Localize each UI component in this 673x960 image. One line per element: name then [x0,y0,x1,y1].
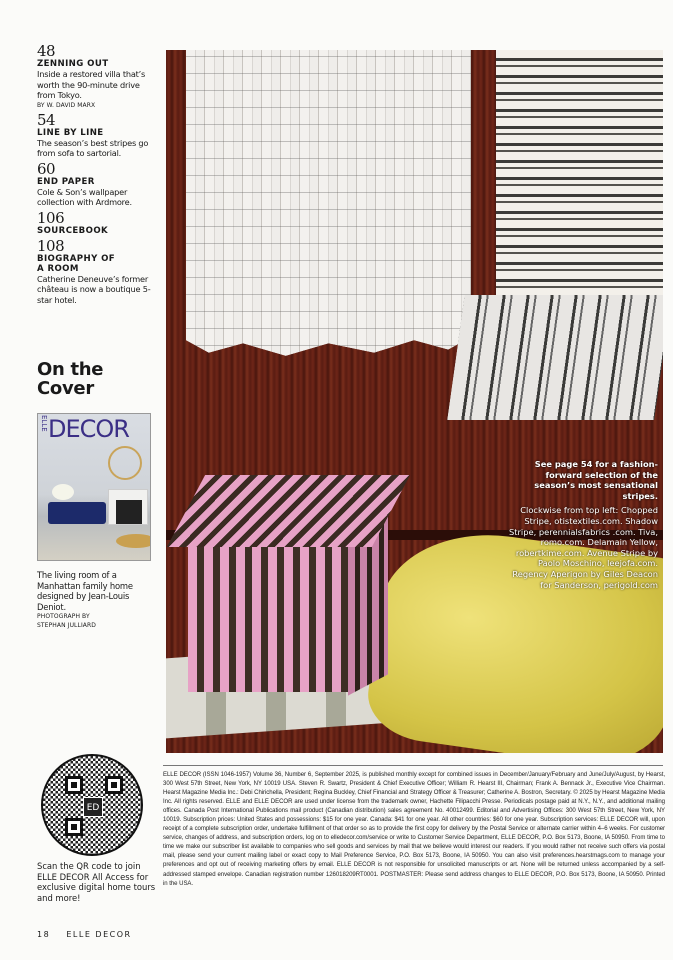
toc-page: 60 [37,159,56,178]
toc-entry [37,110,157,159]
photo-caption-lead: See page 54 for a fashion-forward selection of the season’s most sensational stripes. [534,459,658,501]
toc-title: LINE BY LINE [37,127,104,138]
photo-caption-body: Clockwise from top left: Chopped Stripe, otistextiles.com. Shadow Stripe, perennialsfabrics .com. Tiva, romo.com. Delamain Yellow, robertkime.com. Avenue Stripe by Paolo Moschino, leejofa.com. Regency Aperigon by Giles Deacon for Sanderson, perigold.com [508,505,658,590]
sofa-shape [48,502,106,524]
toc-page: 48 [37,42,56,60]
table-shape [116,534,151,548]
mirror-shape [108,446,142,480]
grey-striped-fabric [447,295,663,420]
cover-caption: The living room of a Manhattan family home designed by Jean-Louis Deniot. [37,570,133,612]
toc-entry [37,159,157,208]
masthead-fine-print: ELLE DECOR (ISSN 1046-1957) Volume 36, Number 6, September 2025, is published monthly except for combined issues in December/January/February and June/July/August, by Hearst, 300 West 57th Street, New York, NY 10019 USA. Steven R. Swartz, President & Chief Executive Officer; William R. Hearst III, Chairman; Frank A. Bennack Jr., Executive Vice Chairman. Hearst Magazine Media Inc.: Debi Chirichella, President; Regina Buckley, Chief Financial and Strategy Officer & Treasurer; Catherine A. Bostron, Secretary. © 2025 by Hearst Magazine Media Inc. All rights reserved. ELLE and ELLE DECOR are used under license from the trademark owner, Hachette Filipacchi Presse. Periodicals postage paid at N.Y., N.Y., and additional mailing offices. Canada Post International Publications mail product (Canadian distribution) sales agreement No. 40012499. Editorial and Advertising Offices: 300 West 57th Street, New York, NY 10019. Subscription prices: United States and possessions: $15 for one year. Canada: $41 for one year. All other countries: $60 for one year. Subscription services: ELLE DECOR will, upon receipt of a complete subscription order, undertake fulfillment of that order so as to provide the first copy for delivery by the Postal Service or alternate carrier within 4–6 weeks. For customer service, changes of address, and subscription orders, log on to elledecor.com/service or write to Customer Service Department, ELLE DECOR, P.O. Box 5173, Boone, IA 50950. From time to time we make our subscriber list available to companies who sell goods and services by mail that we believe would interest our readers. If you would rather not receive such offers via postal mail, please send your current mailing label or exact copy to Mail Preference Service, P.O. Box 5173, Boone, IA 50950. You can also visit preferences.hearstmags.com to manage your preferences and opt out of receiving marketing offers by email. ELLE DECOR is not responsible for unsolicited manuscripts or art. None will be returned unless accompanied by a self-addressed stamped envelope. Canadian registration number 126018209RT0001. POSTMASTER: Please send address changes to ELLE DECOR, P.O. Box 5173, Boone, IA 50950. Printed in the USA. [163,772,665,887]
folio [37,930,132,939]
cover-heading: On the Cover [37,359,104,399]
feature-photo [166,50,663,753]
white-striped-curtain [186,50,471,362]
toc-desc: Cole & Son’s wallpaper collection with Ardmore. [37,186,132,207]
cover-credit: PHOTOGRAPH BY STEPHAN JULLIARD [37,613,97,629]
cover-caption-block [37,570,157,630]
divider [163,765,663,766]
qr-logo: ED [83,797,103,817]
toc-desc: Catherine Deneuve’s former château is now a boutique 5-star hotel. [37,273,151,305]
black-striped-fabric [496,50,663,305]
box-lid [167,475,410,547]
qr-caption: Scan the QR code to join ELLE DECOR All Access for exclusive digital home tours and more! [37,861,156,903]
cover-logo: ELLEDECOR [40,415,129,443]
toc-entry [37,236,157,306]
toc-title: BIOGRAPHY OF A ROOM [37,253,116,274]
toc-entry [37,208,157,236]
toc-page: 108 [37,236,65,255]
toc-title: ZENNING OUT [37,59,109,69]
toc-page: 106 [37,208,65,227]
toc-page: 54 [37,110,56,129]
toc-entry [37,44,157,110]
qr-code[interactable] [41,754,143,856]
page-number: 18 [37,930,51,939]
striped-box [188,532,348,692]
fireplace-shape [108,489,148,525]
toc-title: SOURCEBOOK [37,225,109,236]
cover-thumbnail [37,413,151,561]
photo-caption [508,459,658,590]
flowers-shape [52,484,74,500]
toc-title: END PAPER [37,176,95,187]
toc-desc: Inside a restored villa that’s worth the 90-minute drive from Tokyo. [37,69,146,100]
magazine-name: ELLE DECOR [66,930,132,939]
toc-desc: The season’s best stripes go from sofa to sartorial. [37,137,149,158]
table-of-contents [37,44,157,308]
toc-byline: BY W. DAVID MARX [37,101,96,109]
